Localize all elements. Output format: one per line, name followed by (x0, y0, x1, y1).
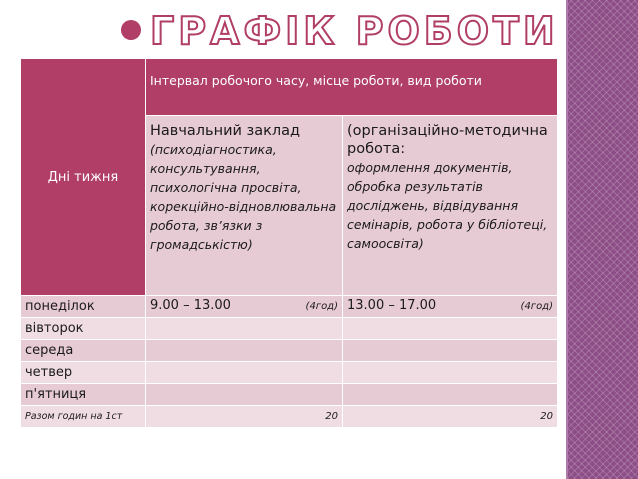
day-label: вівторок (25, 321, 84, 336)
time-b: 13.00 – 17.00 (347, 298, 437, 313)
time-b-cell (343, 318, 558, 340)
column-b-header (343, 116, 558, 296)
day-label: понеділок (25, 299, 95, 314)
time-b-cell (343, 296, 558, 318)
column-b-description: оформлення документів, обробка результатів досліджень, відвідування семінарів, робота у бібліотеці, самоосвіта) (347, 160, 548, 251)
days-header-cell (21, 59, 146, 296)
page-title: ГРАФІК РОБОТИ (150, 9, 559, 53)
time-b-cell (343, 362, 558, 384)
table-row (21, 340, 558, 362)
day-cell (21, 296, 146, 318)
table-header-row (21, 59, 558, 116)
column-a-header (146, 116, 343, 296)
column-a-description: (психодіагностика, консультування, психологічна просвіта, корекційно-відновлювальна робота, зв’язки з громадськістю) (150, 142, 337, 252)
total-b: 20 (540, 411, 553, 422)
schedule-table (20, 58, 558, 428)
time-b-cell (343, 384, 558, 406)
time-a-cell (146, 384, 343, 406)
hours-a: (4год) (305, 301, 338, 312)
day-cell (21, 318, 146, 340)
total-b-cell (343, 406, 558, 428)
total-row (21, 406, 558, 428)
time-a-cell (146, 318, 343, 340)
interval-header: Інтервал робочого часу, місце роботи, вид роботи (150, 73, 482, 88)
hours-b: (4год) (520, 301, 553, 312)
total-a-cell (146, 406, 343, 428)
total-a: 20 (325, 411, 338, 422)
time-b-cell (343, 340, 558, 362)
time-a-cell (146, 362, 343, 384)
column-a-title: Навчальний заклад (150, 123, 301, 139)
column-b-title: (організаційно-методична робота: (347, 123, 548, 157)
table-row (21, 362, 558, 384)
day-label: середа (25, 343, 74, 358)
time-a-cell (146, 296, 343, 318)
time-a-cell (146, 340, 343, 362)
time-a: 9.00 – 13.00 (150, 298, 231, 313)
day-cell (21, 384, 146, 406)
decorative-side-stripe (568, 0, 638, 479)
table-row (21, 318, 558, 340)
total-label: Разом годин на 1ст (25, 411, 123, 422)
table-row (21, 296, 558, 318)
day-cell (21, 340, 146, 362)
total-label-cell (21, 406, 146, 428)
days-header: Дні тижня (47, 169, 119, 185)
day-label: четвер (25, 365, 73, 380)
interval-header-cell (146, 59, 558, 116)
day-label: п'ятниця (25, 387, 87, 402)
title-bullet-icon (121, 20, 141, 40)
table-row (21, 384, 558, 406)
day-cell (21, 362, 146, 384)
